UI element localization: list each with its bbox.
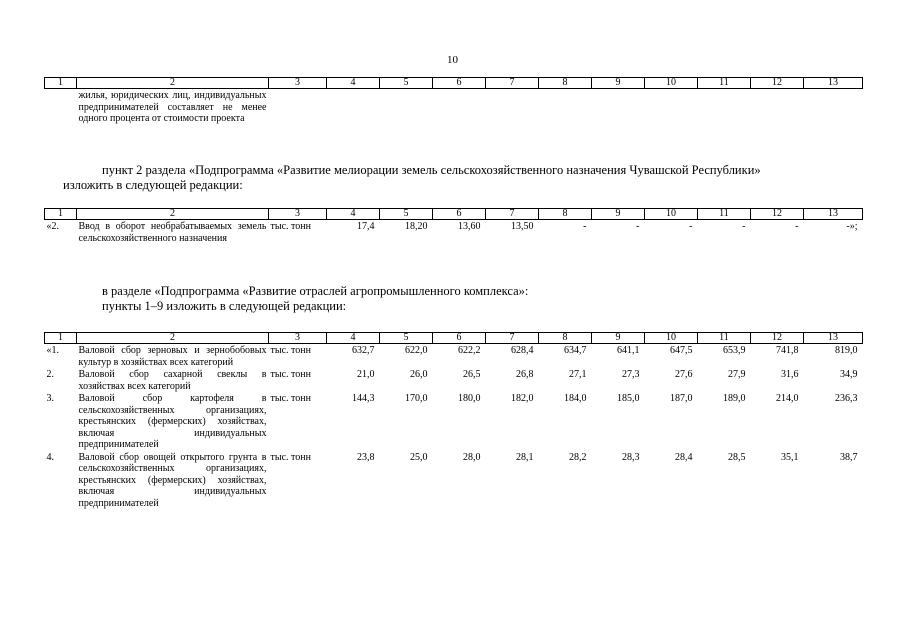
header-cell: 2 xyxy=(77,209,269,220)
value-cell: 27,1 xyxy=(569,369,587,380)
header-cell: 6 xyxy=(433,209,486,220)
value-cell: 632,7 xyxy=(352,345,375,356)
unit-cell: тыс. тонн xyxy=(270,369,311,380)
header-row xyxy=(45,209,863,220)
value-cell: -»; xyxy=(846,221,858,232)
row-number: «1. xyxy=(46,345,59,356)
value-cell: 144,3 xyxy=(352,393,375,404)
header-cell: 11 xyxy=(698,209,751,220)
paragraph-agro-intro: в разделе «Подпрограмма «Развитие отраслей агропромышленного комплекса»: xyxy=(102,284,529,298)
value-cell: - xyxy=(636,221,640,232)
value-cell: 180,0 xyxy=(458,393,481,404)
header-cell: 9 xyxy=(592,209,645,220)
value-cell: 28,2 xyxy=(569,451,587,463)
row-number xyxy=(45,89,77,125)
unit-cell xyxy=(269,89,327,125)
header-cell: 4 xyxy=(327,333,380,344)
unit-cell: тыс. тонн xyxy=(270,345,311,356)
paragraph-agro-instruction: пункты 1–9 изложить в следующей редакции: xyxy=(102,299,347,313)
value-cell: 38,7 xyxy=(840,451,858,463)
value-cell: 26,8 xyxy=(516,369,534,380)
value-cell: 26,0 xyxy=(410,369,428,380)
header-cell: 2 xyxy=(77,78,269,89)
value-cell: 27,3 xyxy=(622,369,640,380)
header-cell: 12 xyxy=(751,209,804,220)
value-cell xyxy=(486,89,539,125)
value-cell: 25,0 xyxy=(410,451,428,463)
value-cell: - xyxy=(689,221,693,232)
value-cell: - xyxy=(583,221,587,232)
value-cell: 28,4 xyxy=(675,451,693,463)
header-cell: 8 xyxy=(539,209,592,220)
header-cell: 4 xyxy=(327,209,380,220)
header-cell: 12 xyxy=(751,78,804,89)
header-cell: 2 xyxy=(77,333,269,344)
value-cell: 26,5 xyxy=(463,369,481,380)
header-cell: 6 xyxy=(433,333,486,344)
value-cell: 28,0 xyxy=(463,451,481,463)
header-cell: 13 xyxy=(804,209,863,220)
table-continued xyxy=(44,77,863,125)
header-cell: 8 xyxy=(539,78,592,89)
value-cell: 28,3 xyxy=(622,451,640,463)
value-cell: 647,5 xyxy=(670,345,693,356)
header-cell: 13 xyxy=(804,333,863,344)
value-cell: 819,0 xyxy=(835,345,858,356)
header-cell: 1 xyxy=(45,333,77,344)
header-cell: 11 xyxy=(698,78,751,89)
value-cell: 634,7 xyxy=(564,345,587,356)
value-cell: 27,9 xyxy=(728,369,746,380)
value-cell xyxy=(645,89,698,125)
header-cell: 6 xyxy=(433,78,486,89)
value-cell: 185,0 xyxy=(617,393,640,404)
value-cell: 653,9 xyxy=(723,345,746,356)
header-cell: 12 xyxy=(751,333,804,344)
header-cell: 5 xyxy=(380,209,433,220)
value-cell xyxy=(804,89,863,125)
header-cell: 1 xyxy=(45,78,77,89)
header-cell: 3 xyxy=(269,78,327,89)
unit-cell: тыс. тонн xyxy=(270,451,311,463)
value-cell xyxy=(539,89,592,125)
value-cell xyxy=(592,89,645,125)
unit-cell: тыс. тонн xyxy=(270,221,311,232)
value-cell: 187,0 xyxy=(670,393,693,404)
value-cell: 13,60 xyxy=(458,221,481,232)
header-cell: 5 xyxy=(380,333,433,344)
indicator-name: Валовой сбор картофеля в сельскохозяйственных организациях, крестьянских (фермерских) хозяйствах, включая индивидуальных предпринимателей xyxy=(78,393,267,450)
header-cell: 7 xyxy=(486,209,539,220)
value-cell: 31,6 xyxy=(781,369,799,380)
value-cell: 182,0 xyxy=(511,393,534,404)
value-cell: 18,20 xyxy=(405,221,428,232)
value-cell: 189,0 xyxy=(723,393,746,404)
value-cell: 170,0 xyxy=(405,393,428,404)
header-cell: 8 xyxy=(539,333,592,344)
header-cell: 7 xyxy=(486,333,539,344)
table-row xyxy=(45,220,863,245)
indicator-name: Валовой сбор овощей открытого грунта в сельскохозяйственных организациях, крестьянских (фермерских) хозяйствах, включая индивидуальных предпринимателей xyxy=(78,451,267,509)
indicator-name: Валовой сбор зерновых и зернобобовых культур в хозяйствах всех категорий xyxy=(78,345,267,368)
value-cell: 35,1 xyxy=(781,451,799,463)
value-cell: 622,2 xyxy=(458,345,481,356)
value-cell xyxy=(751,89,804,125)
table-row xyxy=(45,344,863,369)
value-cell: 23,8 xyxy=(357,451,375,463)
value-cell: 28,5 xyxy=(728,451,746,463)
header-cell: 1 xyxy=(45,209,77,220)
header-cell: 3 xyxy=(269,333,327,344)
value-cell: 34,9 xyxy=(840,369,858,380)
header-row xyxy=(45,333,863,344)
header-cell: 13 xyxy=(804,78,863,89)
row-number: 4. xyxy=(46,451,54,463)
table-row xyxy=(45,451,863,510)
value-cell xyxy=(433,89,486,125)
header-cell: 4 xyxy=(327,78,380,89)
indicator-name: жилья, юридических лиц, индивидуальных предпринимателей составляет не менее одного процента от стоимости проекта xyxy=(78,90,267,124)
table-row xyxy=(45,89,863,125)
value-cell: 214,0 xyxy=(776,393,799,404)
indicator-name: Ввод в оборот необрабатываемых земель сельскохозяйственного назначения xyxy=(78,221,267,244)
value-cell: 641,1 xyxy=(617,345,640,356)
table-row xyxy=(45,368,863,392)
table-melioration xyxy=(44,208,863,244)
header-cell: 10 xyxy=(645,78,698,89)
value-cell: 628,4 xyxy=(511,345,534,356)
value-cell: - xyxy=(742,221,746,232)
row-number: 3. xyxy=(46,393,54,404)
header-cell: 7 xyxy=(486,78,539,89)
value-cell: 184,0 xyxy=(564,393,587,404)
value-cell xyxy=(698,89,751,125)
value-cell: 13,50 xyxy=(511,221,534,232)
value-cell xyxy=(380,89,433,125)
header-row xyxy=(45,78,863,89)
value-cell: 27,6 xyxy=(675,369,693,380)
page-number: 10 xyxy=(447,54,458,66)
header-cell: 10 xyxy=(645,333,698,344)
value-cell: 741,8 xyxy=(776,345,799,356)
table-agro-complex xyxy=(44,332,863,509)
value-cell: - xyxy=(795,221,799,232)
header-cell: 3 xyxy=(269,209,327,220)
value-cell: 21,0 xyxy=(357,369,375,380)
value-cell xyxy=(327,89,380,125)
paragraph-item2-intro: пункт 2 раздела «Подпрограмма «Развитие мелиорации земель сельскохозяйственного назначения Чувашской Республики» xyxy=(102,163,761,177)
header-cell: 11 xyxy=(698,333,751,344)
indicator-name: Валовой сбор сахарной свеклы в хозяйствах всех категорий xyxy=(78,369,267,392)
table-row xyxy=(45,392,863,451)
value-cell: 622,0 xyxy=(405,345,428,356)
header-cell: 9 xyxy=(592,333,645,344)
value-cell: 17,4 xyxy=(357,221,375,232)
header-cell: 9 xyxy=(592,78,645,89)
header-cell: 10 xyxy=(645,209,698,220)
value-cell: 28,1 xyxy=(516,451,534,463)
paragraph-item2-instruction: изложить в следующей редакции: xyxy=(63,178,243,192)
value-cell: 236,3 xyxy=(835,393,858,404)
row-number: «2. xyxy=(46,221,59,232)
row-number: 2. xyxy=(46,369,54,380)
header-cell: 5 xyxy=(380,78,433,89)
unit-cell: тыс. тонн xyxy=(270,393,311,404)
